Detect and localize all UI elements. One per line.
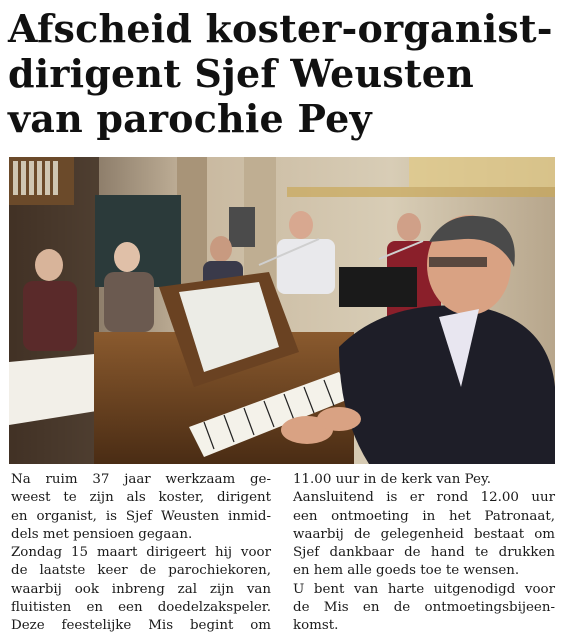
headline-line-2: dirigent Sjef Weusten [8,51,474,96]
headline-line-1: Afscheid koster-organist- [8,6,553,51]
article-headline [8,6,568,141]
body-line: weest te zijn als koster, dirigent [11,490,271,506]
organ-scene-illustration [9,157,555,464]
body-line: komst. [293,618,339,634]
body-line: dels met pensioen gegaan. [11,526,193,542]
article-body-column-right [293,471,555,636]
article-photo [9,157,555,464]
body-line: waarbij de gelegenheid bestaat om [293,526,555,542]
body-line: Deze feestelijke Mis begint om [11,618,271,634]
body-line: en organist, is Sjef Weusten inmid- [11,508,271,524]
body-line: Aansluitend is er rond 12.00 uur [293,490,555,506]
body-line: de Mis en de ontmoetingsbijeen- [293,600,555,616]
body-line: Na ruim 37 jaar werkzaam ge- [11,472,271,487]
body-line: Sjef dankbaar de hand te drukken [293,545,555,561]
body-line: Zondag 15 maart dirigeert hij voor [11,545,271,561]
body-line: 11.00 uur in de kerk van Pey. [293,472,492,487]
body-line: de laatste keer de parochiekoren, [11,563,271,579]
headline-line-3: van parochie Pey [8,96,372,141]
article-body-column-left [11,471,271,636]
body-line: fluitisten en een doedelzakspeler. [11,600,271,616]
body-line: een ontmoeting in het Patronaat, [293,508,555,524]
body-line: waarbij ook inbreng zal zijn van [11,581,271,597]
body-line: en hem alle goeds toe te wensen. [293,563,520,579]
body-line: U bent van harte uitgenodigd voor [293,581,555,597]
